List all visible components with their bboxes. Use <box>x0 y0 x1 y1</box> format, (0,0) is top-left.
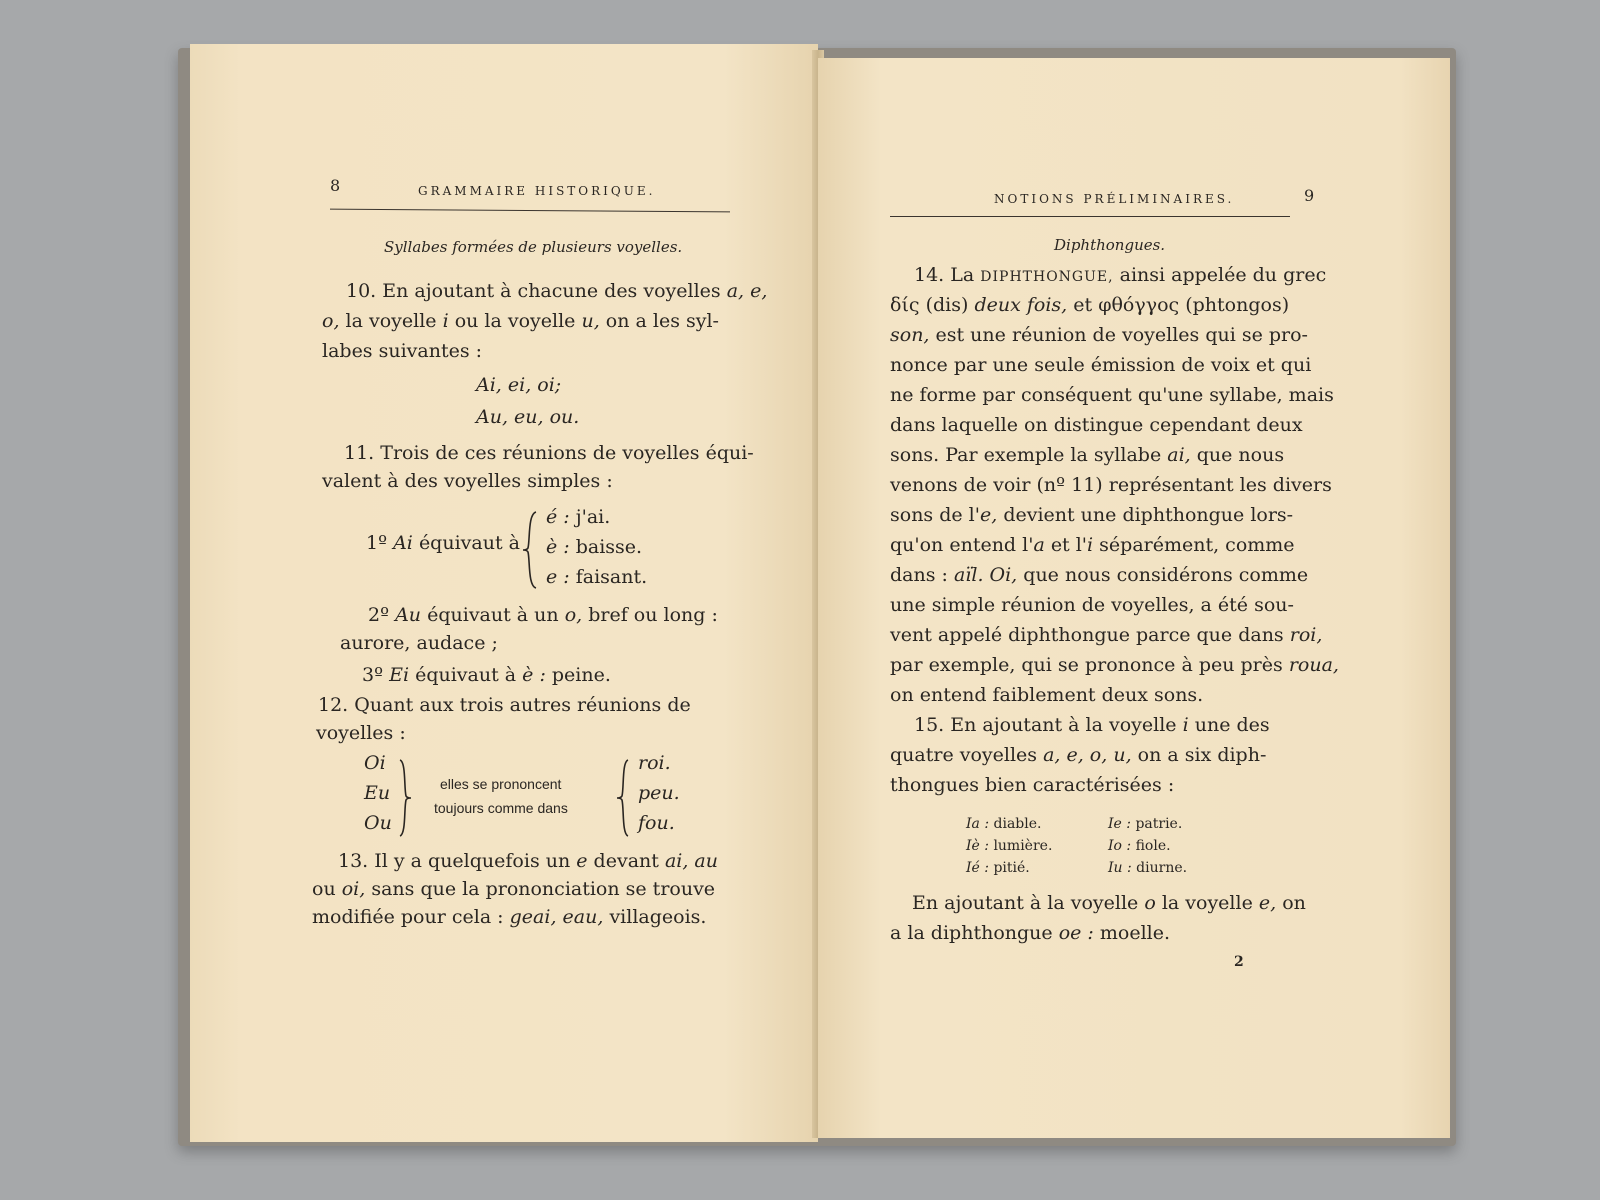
header-rule <box>890 216 1290 217</box>
example-peu: peu. <box>638 782 680 804</box>
diphthong-ou: Ou <box>364 812 392 834</box>
final-paragraph-line-1: En ajoutant à la voyelle o la voyelle e, on <box>912 892 1306 914</box>
diphthong-table-row: Ia : diable. <box>966 816 1042 832</box>
diphthong-table-row: Iu : diurne. <box>1108 860 1188 876</box>
paragraph-14-line-4: nonce par une seule émission de voix et qui <box>890 354 1312 376</box>
paragraph-10-line-3: labes suivantes : <box>322 340 483 362</box>
middle-text-1: elles se prononcent <box>440 776 562 792</box>
running-head: GRAMMAIRE HISTORIQUE. <box>418 184 656 198</box>
middle-text-2: toujours comme dans <box>434 800 568 816</box>
paragraph-15-line-2: quatre voyelles a, e, o, u, on a six diph- <box>890 744 1267 766</box>
paragraph-15-line-1: 15. En ajoutant à la voyelle i une des <box>914 714 1270 736</box>
diphthong-table-row: Ie : patrie. <box>1108 816 1183 832</box>
paragraph-14-line-8: venons de voir (nº 11) représentant les divers <box>890 474 1332 496</box>
paragraph-14-line-13: vent appelé diphthongue parce que dans roi, <box>890 624 1323 646</box>
paragraph-14-line-6: dans laquelle on distingue cependant deux <box>890 414 1303 436</box>
rule-3: 3º Ei équivaut à è : peine. <box>362 664 611 686</box>
brace-left <box>522 510 540 590</box>
paragraph-14-line-9: sons de l'e, devient une diphthongue lors- <box>890 504 1294 526</box>
paragraph-14-line-14: par exemple, qui se prononce à peu près roua, <box>890 654 1339 676</box>
paragraph-13-line-3: modifiée pour cela : geai, eau, villageois. <box>312 906 707 928</box>
paragraph-11-line-1: 11. Trois de ces réunions de voyelles équi- <box>344 442 754 464</box>
paragraph-14-line-2: δίς (dis) deux fois, et φθόγγος (phtongos) <box>890 294 1290 316</box>
paragraph-15-line-3: thongues bien caractérisées : <box>890 774 1175 796</box>
diphthong-eu: Eu <box>364 782 391 804</box>
paragraph-14-line-15: on entend faiblement deux sons. <box>890 684 1204 706</box>
diphthong-table-row: Ié : pitié. <box>966 860 1030 876</box>
rule-2-line-2: aurore, audace ; <box>340 632 498 654</box>
paragraph-14-line-10: qu'on entend l'a et l'i séparément, comme <box>890 534 1295 556</box>
paragraph-12-line-1: 12. Quant aux trois autres réunions de <box>318 694 691 716</box>
example-2: Au, eu, ou. <box>476 406 580 428</box>
paragraph-12-line-2: voyelles : <box>316 722 406 744</box>
paragraph-13-line-1: 13. Il y a quelquefois un e devant ai, au <box>338 850 718 872</box>
brace-middle-right <box>616 758 630 838</box>
rule-2: 2º Au équivaut à un o, bref ou long : <box>368 604 718 626</box>
left-page <box>190 44 818 1142</box>
brace-item-3: e : faisant. <box>546 566 648 588</box>
paragraph-10-line-2: o, la voyelle i ou la voyelle u, on a les syl- <box>322 310 719 332</box>
paragraph-11-line-2: valent à des voyelles simples : <box>322 470 613 492</box>
subheading: Syllabes formées de plusieurs voyelles. <box>384 238 683 256</box>
diphthong-table-row: Io : fiole. <box>1108 838 1171 854</box>
subheading: Diphthongues. <box>1054 236 1166 254</box>
brace-middle-left <box>398 758 412 838</box>
paragraph-13-line-2: ou oi, sans que la prononciation se trouve <box>312 878 716 900</box>
example-fou: fou. <box>638 812 675 834</box>
brace-item-1: é : j'ai. <box>546 506 611 528</box>
paragraph-14-line-3: son, est une réunion de voyelles qui se pro- <box>890 324 1308 346</box>
paragraph-14-line-7: sons. Par exemple la syllabe ai, que nous <box>890 444 1285 466</box>
paragraph-14-line-11: dans : aïl. Oi, que nous considérons comme <box>890 564 1309 586</box>
example-1: Ai, ei, oi; <box>476 374 562 396</box>
brace-item-2: è : baisse. <box>546 536 643 558</box>
paragraph-10-line-1: 10. En ajoutant à chacune des voyelles a, e, <box>346 280 768 302</box>
example-roi: roi. <box>638 752 671 774</box>
rule-1: 1º Ai équivaut à <box>366 532 520 554</box>
paragraph-14-line-12: une simple réunion de voyelles, a été sou- <box>890 594 1294 616</box>
paragraph-14-line-1: 14. La DIPHTHONGUE, ainsi appelée du grec <box>914 264 1327 286</box>
diphthong-table-row: Iè : lumière. <box>966 838 1053 854</box>
header-rule <box>330 209 730 213</box>
running-head: NOTIONS PRÉLIMINAIRES. <box>994 192 1235 206</box>
final-paragraph-line-2: a la diphthongue oe : moelle. <box>890 922 1171 944</box>
signature-mark: 2 <box>1234 954 1244 970</box>
diphthong-oi: Oi <box>364 752 386 774</box>
paragraph-14-line-5: ne forme par conséquent qu'une syllabe, mais <box>890 384 1334 406</box>
right-page <box>818 58 1450 1138</box>
page-number: 8 <box>330 176 341 195</box>
page-number: 9 <box>1304 186 1315 205</box>
